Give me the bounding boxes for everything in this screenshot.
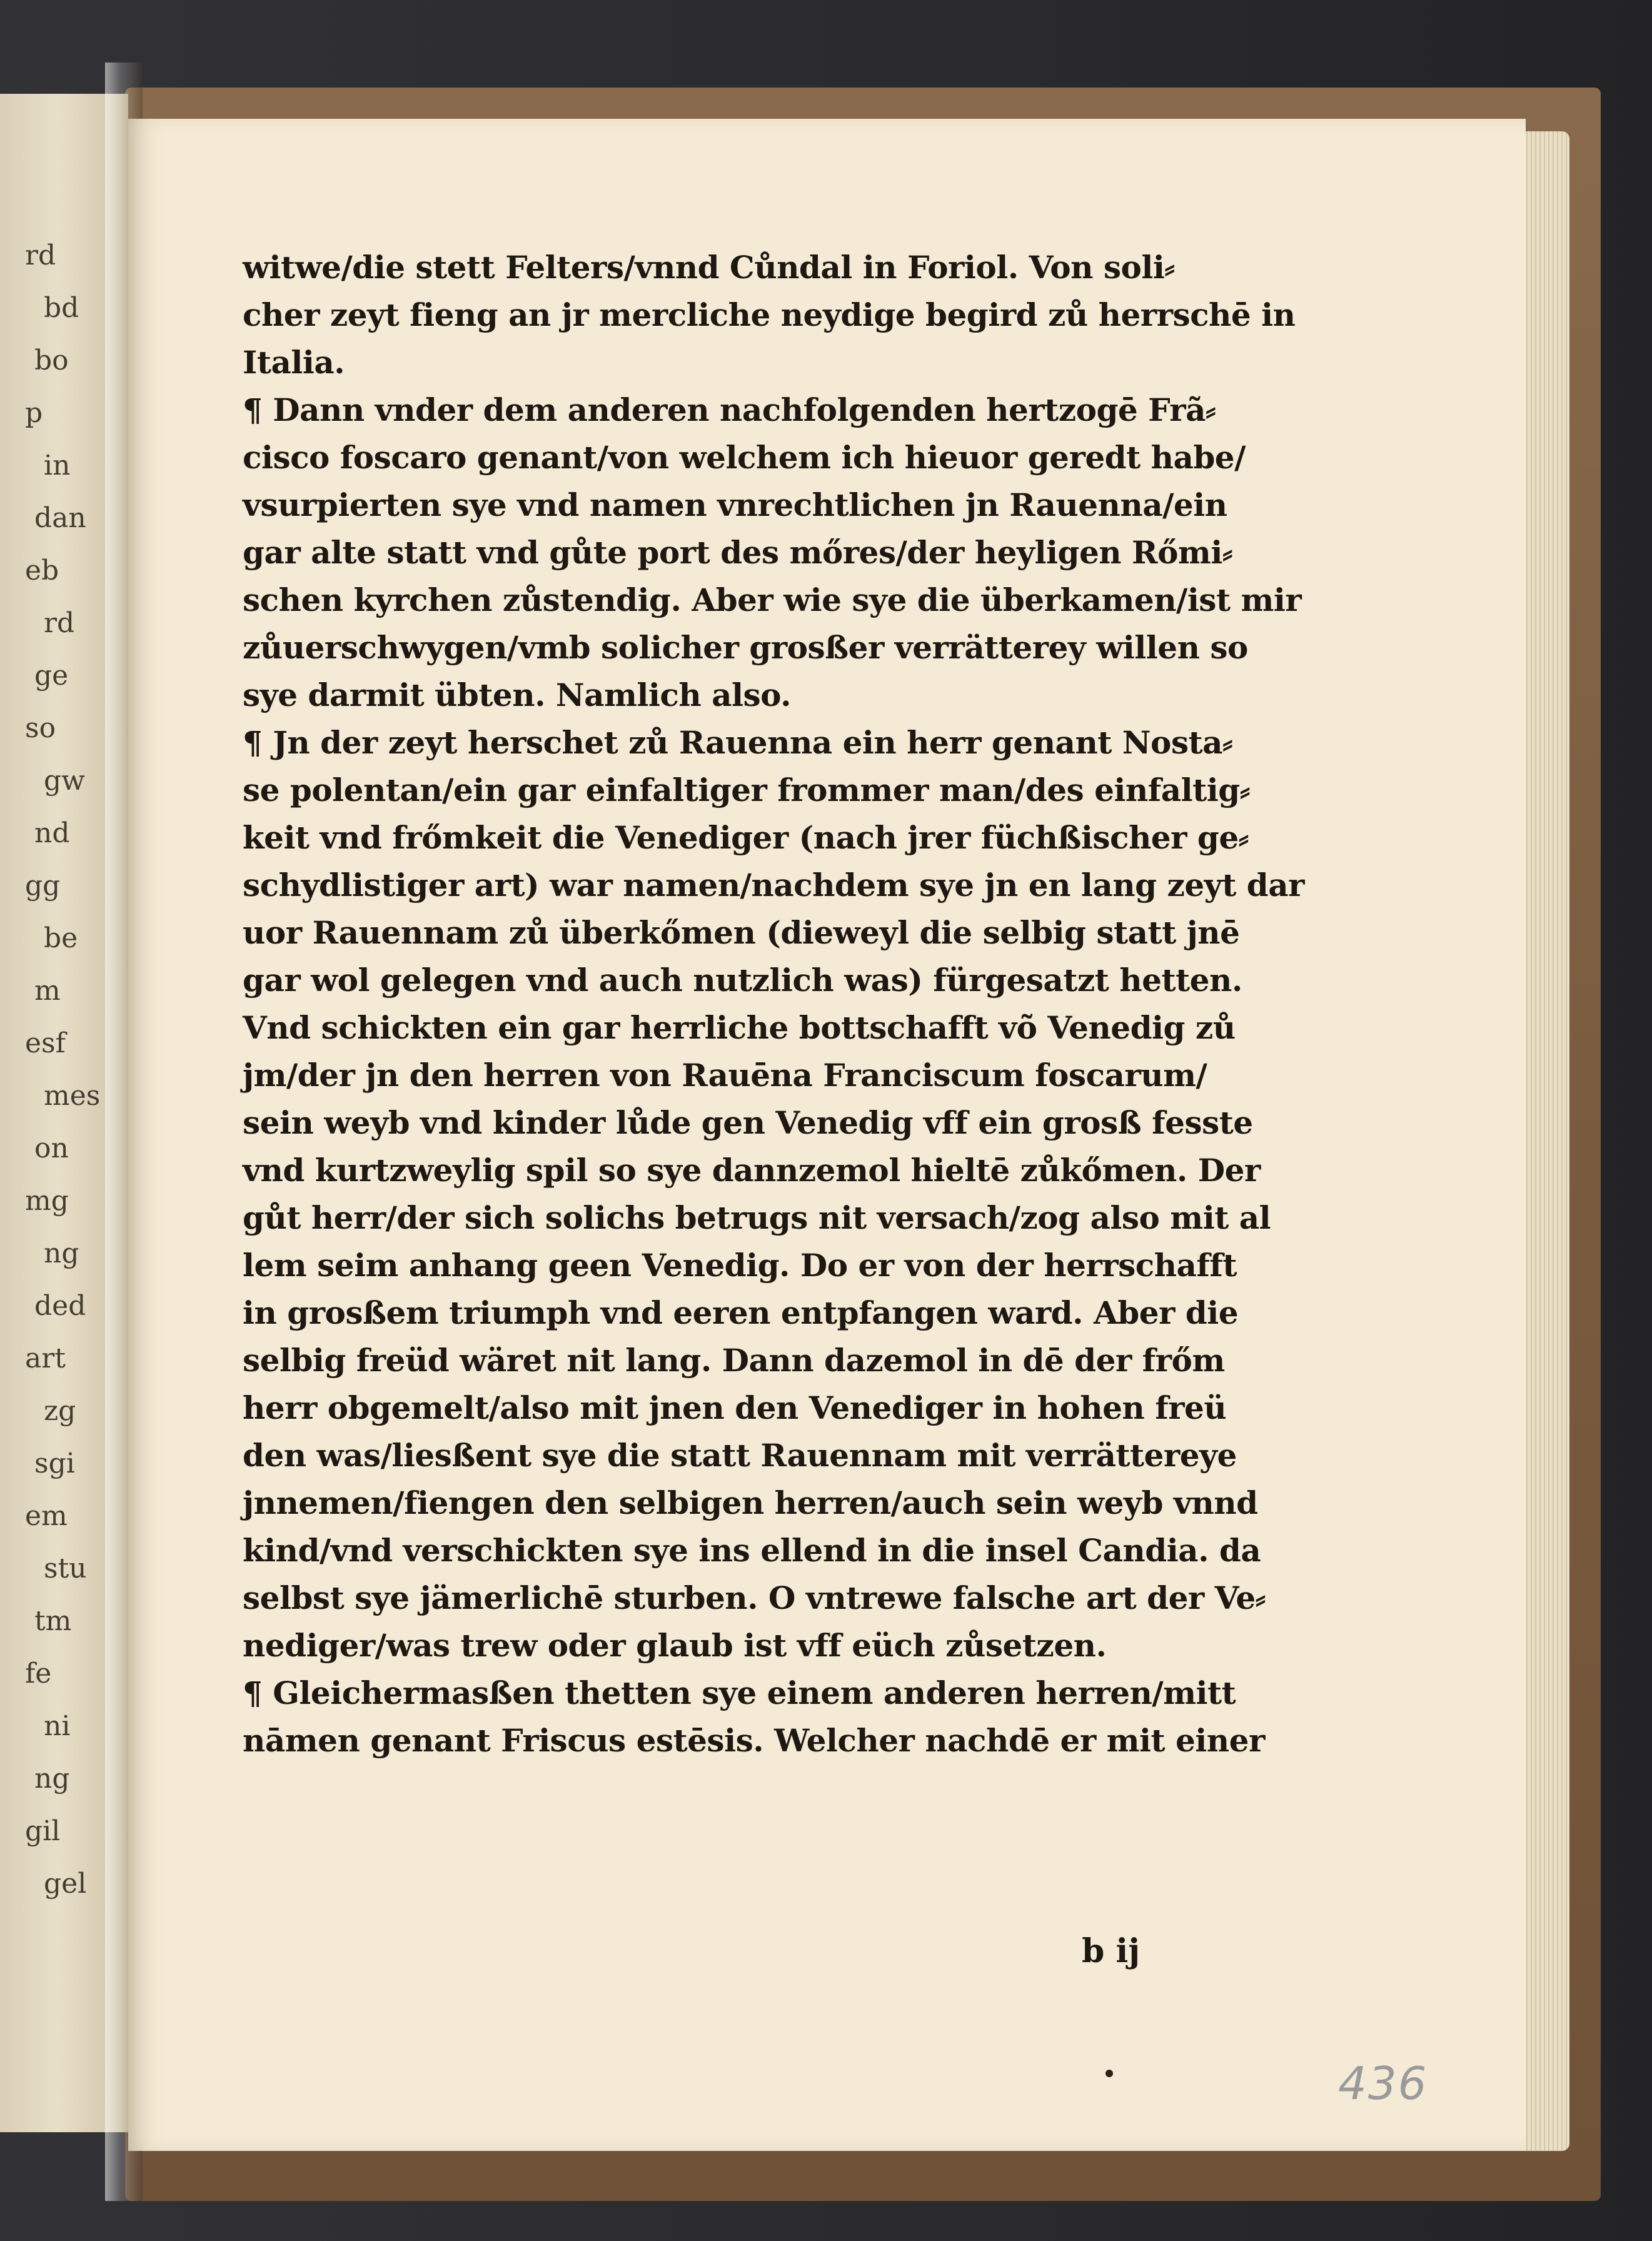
left-page-text-fragment: m <box>34 975 61 1007</box>
left-page-text-fragment: gw <box>44 765 85 797</box>
text-line: kind/vnd verschickten sye ins ellend in die insel Candia. da <box>243 1532 1261 1569</box>
text-line: nediger/was trew oder glaub ist vff eüch zůsetzen. <box>243 1627 1107 1664</box>
text-line: selbst sye jämerlichē sturben. O vntrewe falsche art der Ve⸗ <box>243 1579 1266 1616</box>
text-line: gůt herr/der sich solichs betrugs nit versach/zog also mit al <box>243 1199 1271 1236</box>
left-page-text-fragment: em <box>25 1500 68 1532</box>
text-line: den was/liesßent sye die statt Rauennam mit verrättereye <box>243 1437 1237 1474</box>
text-line: gar alte statt vnd gůte port des mőres/der heyligen Rőmi⸗ <box>243 534 1232 571</box>
text-line: cher zeyt fieng an jr mercliche neydige begird zů herrschē in <box>243 296 1296 333</box>
text-line: ¶ Jn der zeyt herschet zů Rauenna ein herr genant Nosta⸗ <box>243 724 1233 761</box>
left-page-text-fragment: on <box>34 1132 69 1164</box>
text-line: jm/der jn den herren von Rauēna Franciscum foscarum/ <box>243 1057 1207 1094</box>
left-page-text-fragment: esf <box>25 1027 66 1059</box>
left-page-text-fragment: zg <box>44 1395 76 1427</box>
text-line: ¶ Dann vnder dem anderen nachfolgenden hertzogē Frã⸗ <box>243 391 1216 428</box>
text-line: Italia. <box>243 344 345 381</box>
left-page-text-fragment: ge <box>34 660 69 692</box>
left-page-text-fragment: rd <box>44 607 75 639</box>
left-page-text-fragment: ng <box>34 1763 70 1795</box>
text-line: keit vnd frőmkeit die Venediger (nach jrer füchßischer ge⸗ <box>243 819 1249 856</box>
text-line: witwe/die stett Felters/vnnd Cůndal in Foriol. Von soli⸗ <box>243 249 1175 286</box>
left-page-text-fragment: p <box>25 397 43 429</box>
left-page-text-fragment: eb <box>25 555 59 587</box>
left-page-text-fragment: ni <box>44 1710 71 1742</box>
text-line: in grosßem triumph vnd eeren entpfangen ward. Aber die <box>243 1294 1239 1331</box>
text-line: sye darmit übten. Namlich also. <box>243 677 792 713</box>
left-page-text-fragment: so <box>25 712 56 744</box>
left-page-text-fragment: mg <box>25 1185 69 1217</box>
left-page-text-fragment: ng <box>44 1237 79 1269</box>
left-page-text-fragment: stu <box>44 1553 87 1584</box>
text-line: cisco foscaro genant/von welchem ich hieuor geredt habe/ <box>243 439 1246 476</box>
text-line: se polentan/ein gar einfaltiger frommer man/des einfaltig⸗ <box>243 772 1250 808</box>
text-line: Vnd schickten ein gar herrliche bottschafft võ Venedig zů <box>243 1009 1236 1046</box>
left-page-text-fragment: ded <box>34 1290 86 1322</box>
text-line: nāmen genant Friscus estēsis. Welcher nachdē er mit einer <box>243 1722 1265 1759</box>
left-page-text-fragment: nd <box>34 817 70 849</box>
left-page-text-fragment: in <box>44 450 71 481</box>
left-page-text-fragment: dan <box>34 502 86 534</box>
left-page-text-fragment: gil <box>25 1815 61 1847</box>
left-page-text-fragment: mes <box>44 1080 101 1112</box>
left-page-text-fragment: gel <box>44 1868 87 1900</box>
text-line: schen kyrchen zůstendig. Aber wie sye die überkamen/ist mir <box>243 582 1302 618</box>
left-page-text-fragment: rd <box>25 239 56 271</box>
folio-number: 436 <box>1338 2057 1428 2110</box>
left-page-text-fragment: tm <box>34 1605 72 1637</box>
text-line: vsurpierten sye vnd namen vnrechtlichen jn Rauenna/ein <box>243 486 1227 523</box>
left-page-text-fragment: art <box>25 1342 66 1374</box>
signature-mark: b ij <box>1082 1932 1141 1970</box>
text-line: selbig freüd wäret nit lang. Dann dazemol in dē der frőm <box>243 1342 1225 1379</box>
main-page <box>128 119 1526 2151</box>
text-line: schydlistiger art) war namen/nachdem sye jn en lang zeyt dar <box>243 867 1304 904</box>
text-block <box>243 244 1356 1765</box>
left-page-text-fragment: fe <box>25 1658 52 1690</box>
text-line: vnd kurtzweylig spil so sye dannzemol hieltē zůkőmen. Der <box>243 1152 1261 1189</box>
left-page-text-fragment: gg <box>25 870 61 902</box>
text-line: jnnemen/fiengen den selbigen herren/auch sein weyb vnnd <box>243 1484 1258 1521</box>
text-line: herr obgemelt/also mit jnen den Venediger in hohen freü <box>243 1389 1227 1426</box>
text-line: uor Rauennam zů überkőmen (dieweyl die selbig statt jnē <box>243 914 1240 951</box>
left-page-text-fragment: bo <box>34 345 69 376</box>
ink-dot <box>1106 2070 1113 2077</box>
left-page-text-fragment: be <box>44 922 78 954</box>
text-line: sein weyb vnd kinder lůde gen Venedig vff ein grosß fesste <box>243 1104 1253 1141</box>
left-page-text-fragment: sgi <box>34 1448 75 1479</box>
text-line: zůuerschwygen/vmb solicher grosßer verrätterey willen so <box>243 629 1248 666</box>
text-line: gar wol gelegen vnd auch nutzlich was) fürgesatzt hetten. <box>243 962 1242 999</box>
text-line: lem seim anhang geen Venedig. Do er von der herrschafft <box>243 1247 1237 1284</box>
text-line: ¶ Gleichermasßen thetten sye einem anderen herren/mitt <box>243 1674 1236 1711</box>
left-page-text-fragment: bd <box>44 292 79 324</box>
